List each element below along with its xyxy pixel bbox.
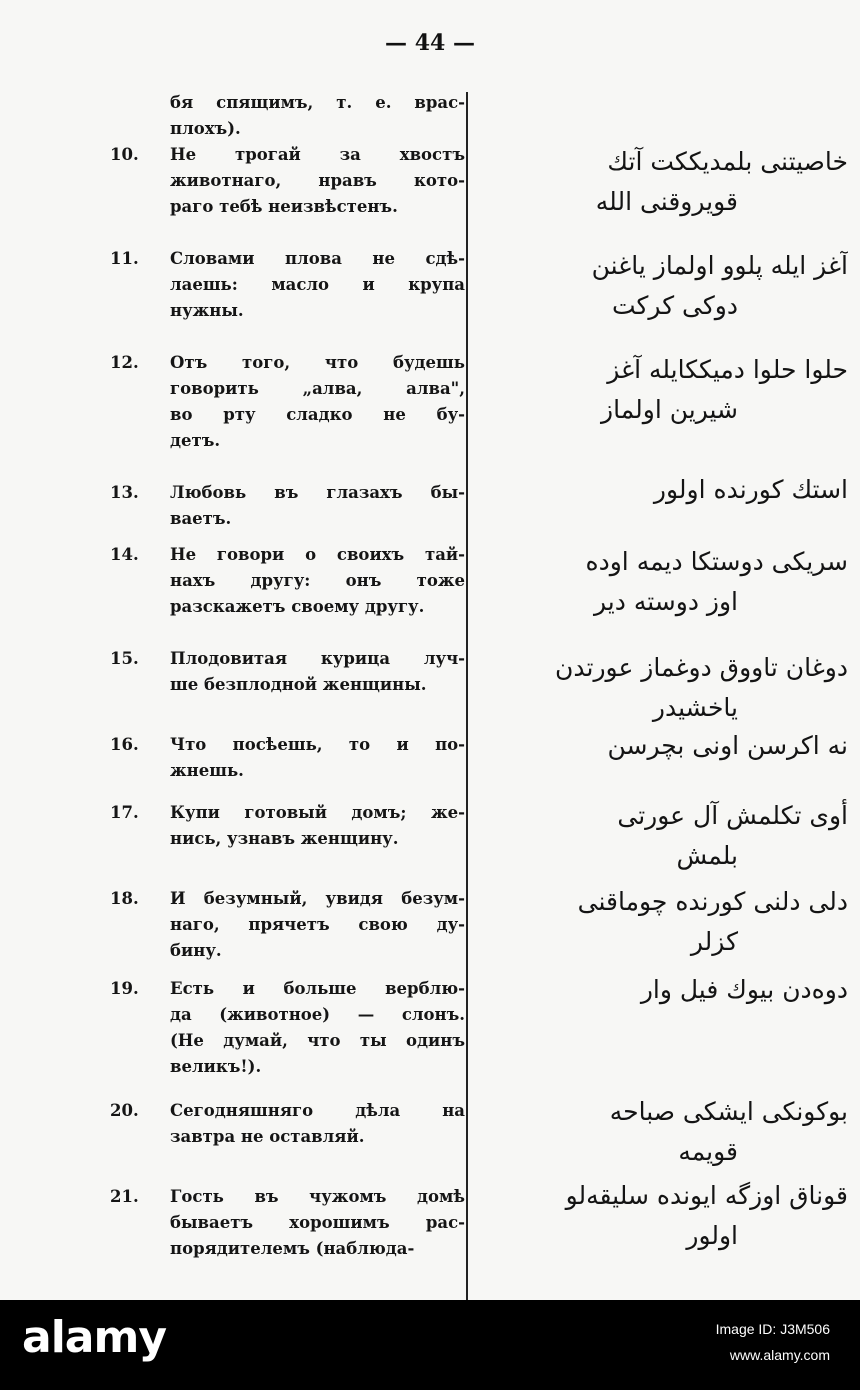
- turkic-line: بوكونكى ايشكى صباحه: [609, 1097, 848, 1126]
- proverb-turkic: [470, 970, 848, 1010]
- russian-line: наго, прячетъ свою ду-: [170, 915, 465, 934]
- proverb-turkic: [470, 470, 848, 510]
- proverb-russian: [110, 976, 465, 1080]
- turkic-line: دوكى كركت: [611, 291, 738, 320]
- turkic-line: حلوا حلوا دميككايله آغز: [607, 355, 848, 384]
- proverb-russian: [110, 542, 465, 620]
- turkic-line: قويروقنى الله: [595, 187, 738, 216]
- turkic-line: سريكى دوستكا ديمه اوده: [585, 547, 848, 576]
- russian-line: бину.: [170, 941, 222, 960]
- russian-line: (Не думай, что ты одинъ: [170, 1031, 465, 1050]
- proverb-russian: [110, 732, 465, 784]
- russian-line: нужны.: [170, 301, 244, 320]
- site-url: www.alamy.com: [729, 1347, 830, 1363]
- turkic-line: قويمه: [678, 1137, 738, 1166]
- russian-line: Отъ того, что будешь: [170, 353, 465, 372]
- russian-line: жнешь.: [170, 761, 244, 780]
- page-number: — 44 —: [385, 30, 475, 56]
- russian-line: Не говори о своихъ тай-: [170, 545, 465, 564]
- proverb-russian: [110, 646, 465, 698]
- proverb-number: 13.: [110, 483, 139, 502]
- proverb-turkic: [470, 350, 848, 430]
- turkic-line: ياخشيدر: [652, 693, 738, 722]
- russian-line: Гость въ чужомъ домѣ: [170, 1187, 465, 1206]
- russian-line: ваетъ.: [170, 509, 232, 528]
- russian-line: Что посѣешь, то и по-: [170, 735, 465, 754]
- russian-line: Не трогай за хвостъ: [170, 145, 465, 164]
- proverb-russian: [110, 1184, 465, 1262]
- proverb-turkic: [470, 648, 848, 728]
- russian-line: порядителемъ (наблюда-: [170, 1239, 415, 1258]
- column-divider: [466, 92, 468, 1300]
- turkic-line: دوەدن بيوك فيل وار: [640, 975, 848, 1004]
- proverb-turkic: [470, 142, 848, 222]
- russian-line: Купи готовый домъ; же-: [170, 803, 465, 822]
- russian-line: нись, узнавъ женщину.: [170, 829, 399, 848]
- proverb-russian: [110, 1098, 465, 1150]
- turkic-line: أوى تكلمش آل عورتى: [617, 801, 848, 830]
- turkic-line: نه اكرسن اونى بچرسن: [607, 731, 848, 760]
- russian-line: нахъ другу: онъ тоже: [170, 571, 465, 590]
- proverb-number: 10.: [110, 145, 139, 164]
- proverb-russian: [110, 90, 465, 142]
- russian-line: говорить „алва, алва",: [170, 379, 465, 398]
- proverb-turkic: [470, 542, 848, 622]
- proverb-turkic: [470, 1176, 848, 1256]
- turkic-line: خاصيتنى بلمديككت آتك: [607, 147, 848, 176]
- russian-line: Сегодняшняго дѣла на: [170, 1101, 465, 1120]
- russian-line: во рту сладко не бу-: [170, 405, 465, 424]
- proverb-turkic: [470, 726, 848, 766]
- russian-line: разскажетъ своему другу.: [170, 597, 425, 616]
- russian-line: Плодовитая курица луч-: [170, 649, 465, 668]
- proverb-number: 20.: [110, 1101, 139, 1120]
- turkic-line: آغز ايله پلوو اولماز ياغنن: [591, 251, 848, 280]
- russian-line: животнаго, нравъ кото-: [170, 171, 465, 190]
- turkic-line: قوناق اوزگه ايونده سليقه‌لو: [565, 1181, 848, 1210]
- turkic-line: دوغان تاووق دوغماز عورتدن: [555, 653, 848, 682]
- proverb-turkic: [470, 796, 848, 876]
- proverb-russian: [110, 142, 465, 220]
- russian-line: Есть и больше верблю-: [170, 979, 465, 998]
- proverb-number: 16.: [110, 735, 139, 754]
- proverb-number: 12.: [110, 353, 139, 372]
- proverb-number: 14.: [110, 545, 139, 564]
- proverb-turkic: [470, 246, 848, 326]
- proverb-number: 11.: [110, 249, 139, 268]
- russian-line: ше безплодной женщины.: [170, 675, 427, 694]
- proverb-turkic: [470, 882, 848, 962]
- proverb-russian: [110, 246, 465, 324]
- proverb-russian: [110, 800, 465, 852]
- russian-line: великъ!).: [170, 1057, 262, 1076]
- russian-line: да (животное) — слонъ.: [170, 1005, 465, 1024]
- turkic-line: دلى دلنى كورنده چوماقنى: [577, 887, 848, 916]
- turkic-line: استك كورنده اولور: [653, 475, 848, 504]
- proverb-russian: [110, 886, 465, 964]
- alamy-logo: alamy: [22, 1312, 166, 1363]
- russian-line: плохъ).: [170, 119, 241, 138]
- proverb-number: 17.: [110, 803, 139, 822]
- russian-line: бываетъ хорошимъ рас-: [170, 1213, 465, 1232]
- proverb-number: 15.: [110, 649, 139, 668]
- turkic-line: بلمش: [676, 841, 738, 870]
- proverb-number: 19.: [110, 979, 139, 998]
- turkic-line: اولور: [686, 1221, 738, 1250]
- turkic-line: كزلر: [690, 927, 738, 956]
- proverb-russian: [110, 350, 465, 454]
- proverb-turkic: [470, 1092, 848, 1172]
- image-id: Image ID: J3M506: [715, 1321, 830, 1337]
- russian-line: детъ.: [170, 431, 221, 450]
- proverb-russian: [110, 480, 465, 532]
- turkic-line: اوز دوسته دير: [594, 587, 738, 616]
- russian-line: завтра не оставляй.: [170, 1127, 365, 1146]
- proverb-number: 21.: [110, 1187, 139, 1206]
- russian-line: лаешь: масло и крупа: [170, 275, 465, 294]
- proverb-number: 18.: [110, 889, 139, 908]
- russian-line: бя спящимъ, т. е. врас-: [170, 93, 465, 112]
- russian-line: раго тебѣ неизвѣстенъ.: [170, 197, 398, 216]
- russian-line: Любовь въ глазахъ бы-: [170, 483, 465, 502]
- russian-line: Словами плова не сдѣ-: [170, 249, 465, 268]
- turkic-line: شيرين اولماز: [601, 395, 738, 424]
- russian-line: И безумный, увидя безум-: [170, 889, 465, 908]
